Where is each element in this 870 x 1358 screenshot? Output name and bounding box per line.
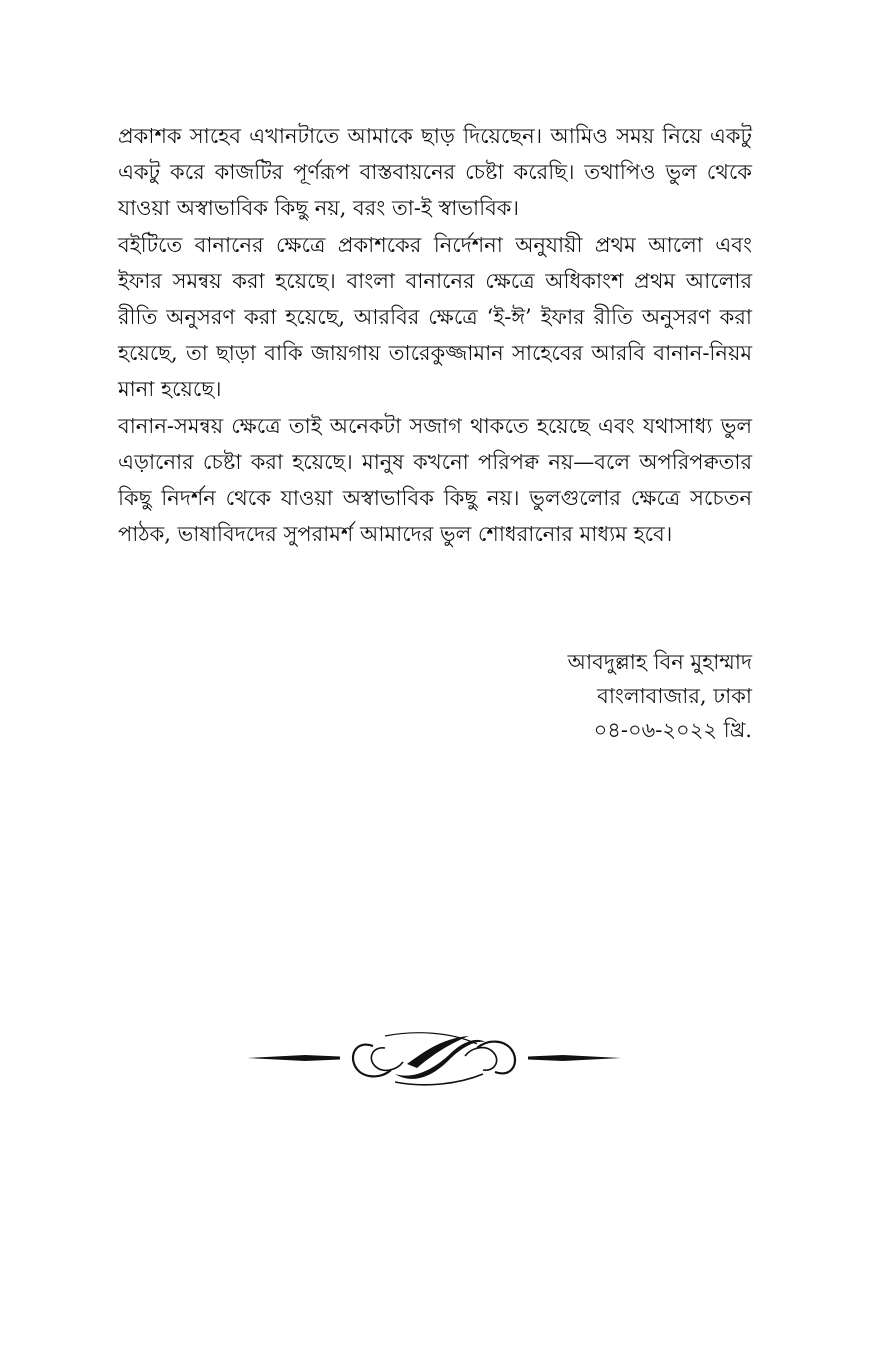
paragraph-3: বানান-সমন্বয় ক্ষেত্রে তাই অনেকটা সজাগ থাকতে হয়েছে এবং যথাসাধ্য ভুল এড়ানোর চেষ্টা করা হয়েছে। মানুষ কখনো পরিপক্ব নয়—বলে অপরিপক্বতার কিছু নিদর্শন থেকে যাওয়া অস্বাভাবিক কিছু নয়। ভুলগুলোর ক্ষেত্রে সচেতন পাঠক, ভাষাবিদদের সুপরামর্শ আমাদের ভুল শোধরানোর মাধ্যম হবে। <box>118 413 752 547</box>
signature-block <box>352 645 752 747</box>
paragraph-2: বইটিতে বানানের ক্ষেত্রে প্রকাশকের নির্দেশনা অনুযায়ী প্রথম আলো এবং ইফার সমন্বয় করা হয়েছে। বাংলা বানানের ক্ষেত্রে অধিকাংশ প্রথম আলোর রীতি অনুসরণ করা হয়েছে, আরবির ক্ষেত্রে ‘ই-ঈ’ ইফার রীতি অনুসরণ করা হয়েছে, তা ছাড়া বাকি জায়গায় তারেকুজ্জামান সাহেবের আরবি বানান-নিয়ম মানা হয়েছে। <box>118 232 752 402</box>
signature-date: ০৪-০৬-২০২২ খ্রি. <box>593 718 752 742</box>
author-name: আবদুল্লাহ বিন মুহাম্মাদ <box>567 650 752 674</box>
author-place: বাংলাবাজার, ঢাকা <box>597 684 752 708</box>
body-text <box>118 118 752 552</box>
paragraph-1: প্রকাশক সাহেব এখানটাতে আমাকে ছাড় দিয়েছেন। আমিও সময় নিয়ে একটু একটু করে কাজটির পূর্ণরূপ বাস্তবায়নের চেষ্টা করেছি। তথাপিও ভুল থেকে যাওয়া অস্বাভাবিক কিছু নয়, বরং তা-ই স্বাভাবিক। <box>118 124 752 221</box>
flourish-divider-icon <box>245 1024 623 1094</box>
